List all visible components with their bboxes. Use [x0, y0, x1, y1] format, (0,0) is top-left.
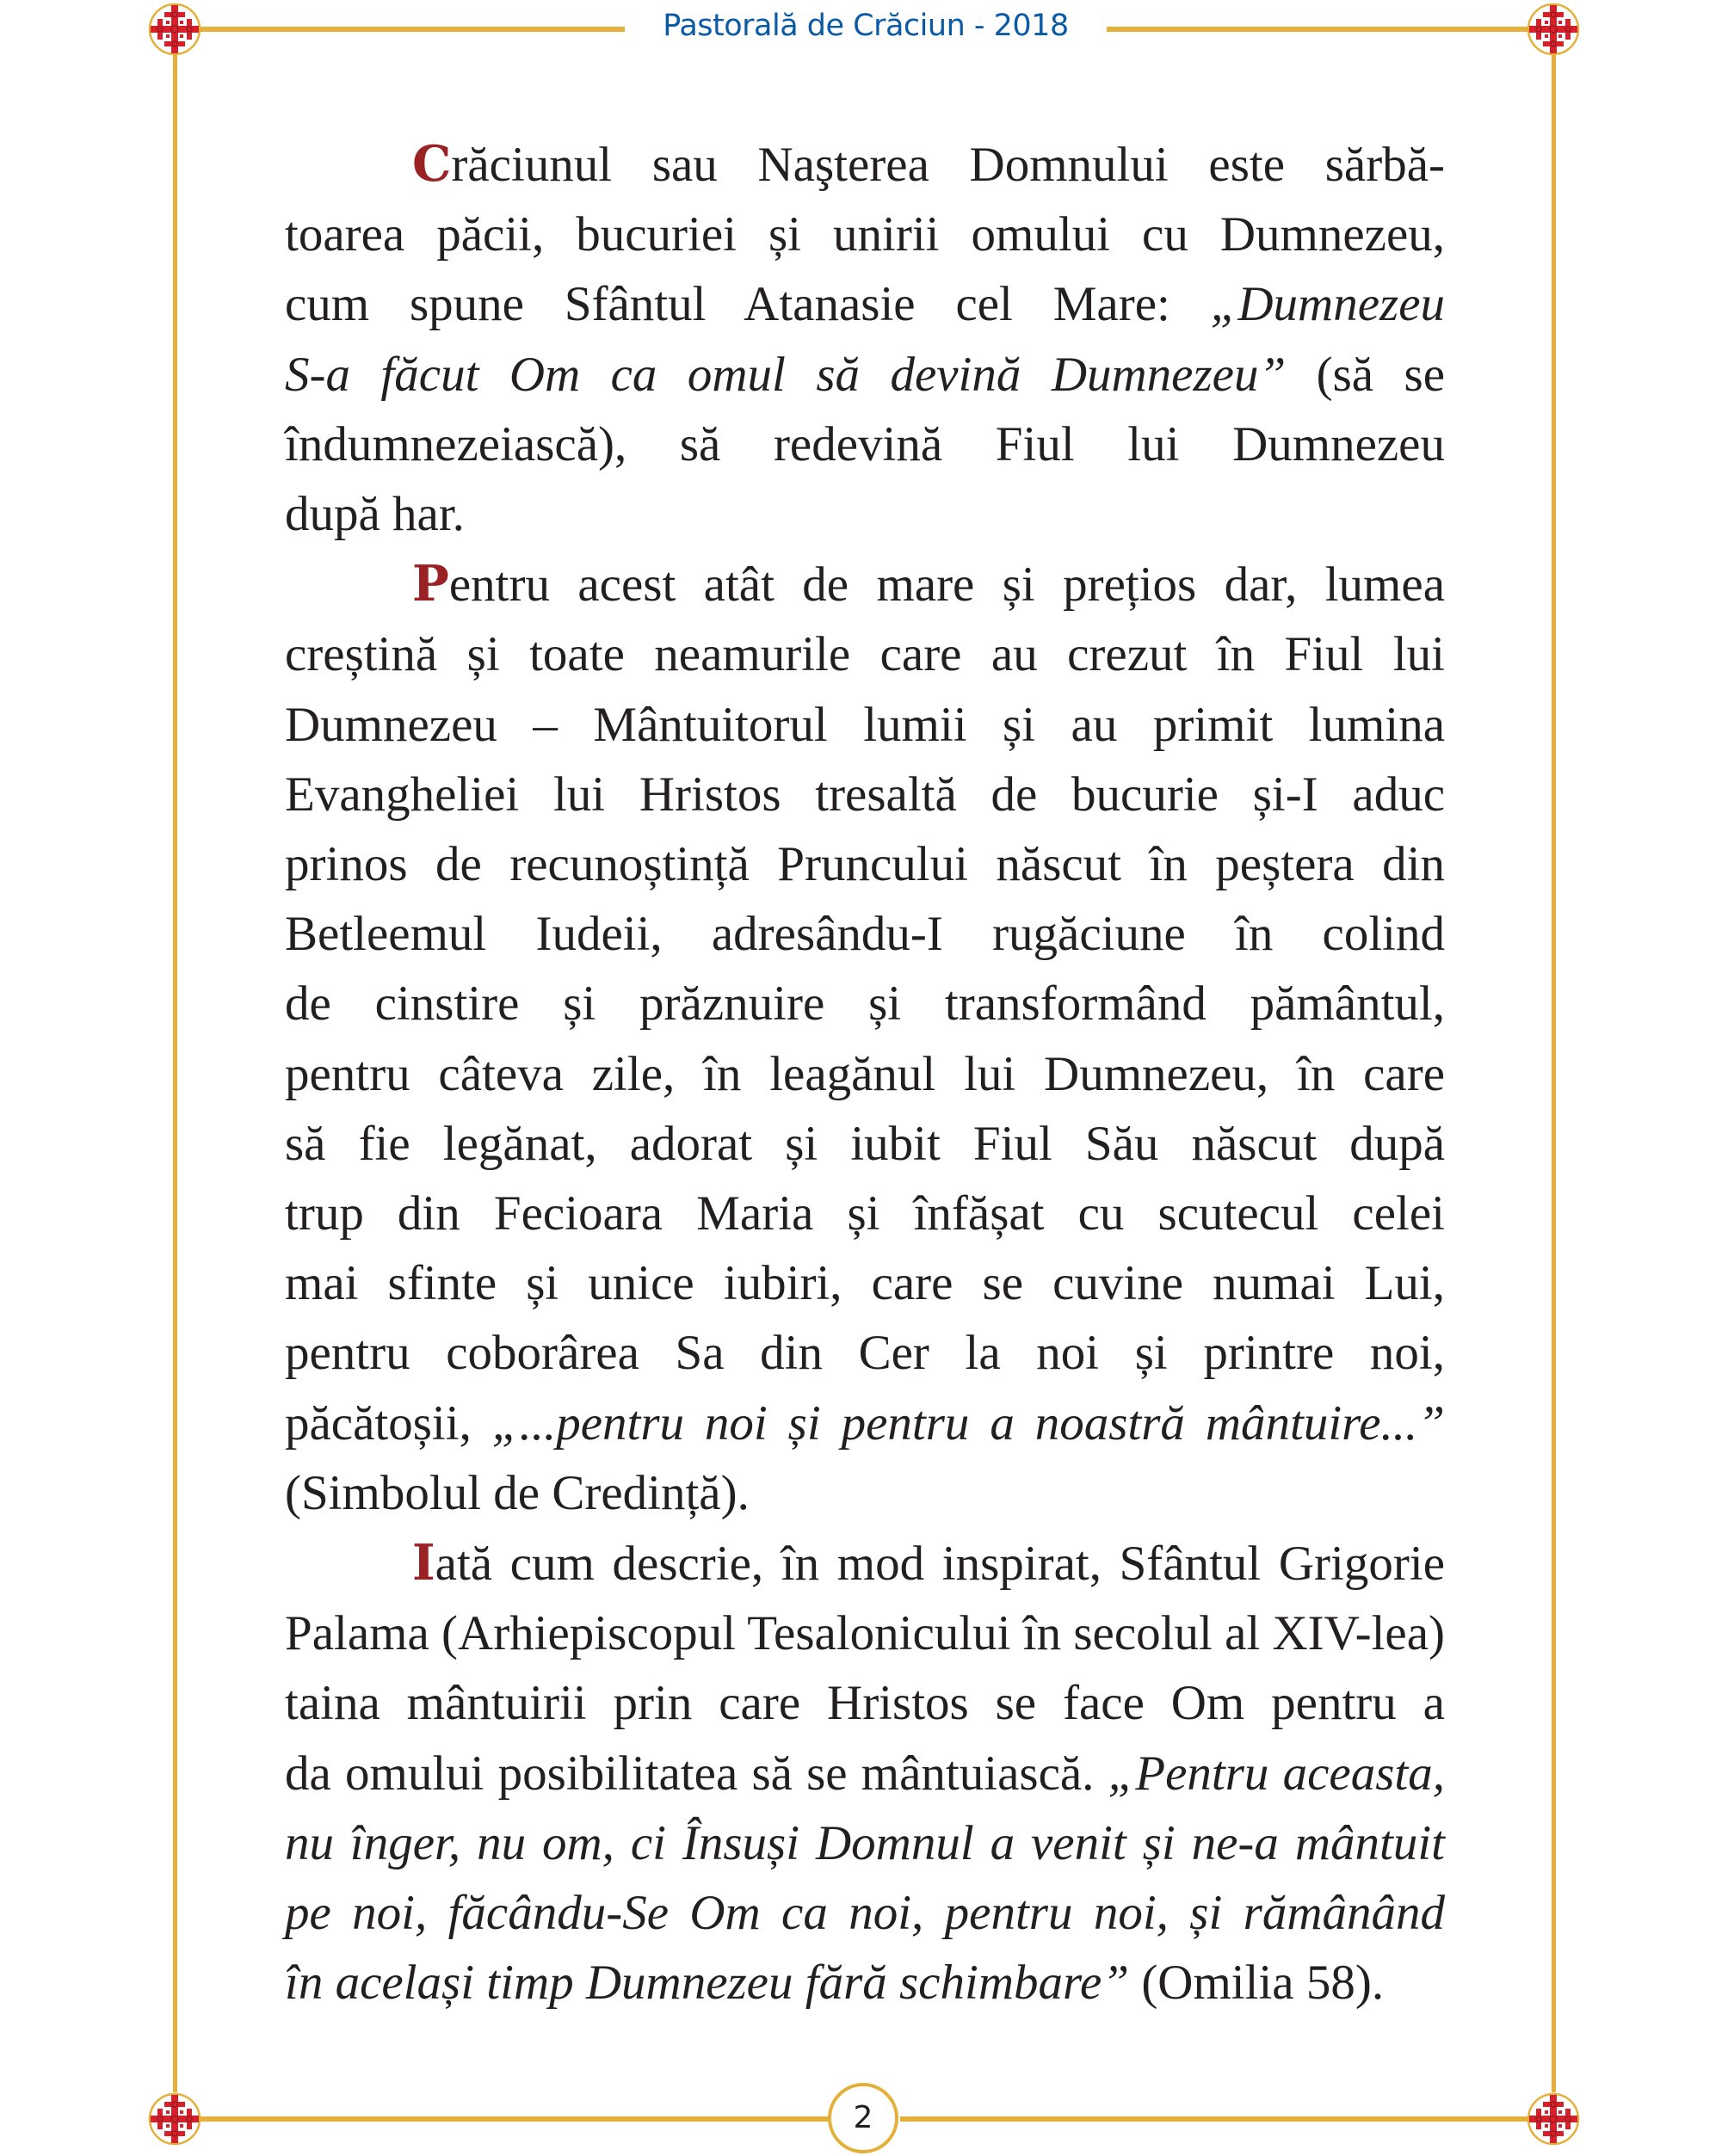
- text-line: [285, 690, 1445, 760]
- text-line: [285, 760, 1445, 829]
- text-run: Evangheliei lui Hristos tresaltă de bucurie și-I aduc: [285, 767, 1445, 822]
- text-run: (Simbolul de Credință).: [285, 1465, 750, 1520]
- text-line: [285, 410, 1445, 479]
- drop-cap: I: [412, 1534, 435, 1592]
- text-line: [285, 1179, 1445, 1248]
- text-line: [285, 479, 1445, 549]
- jerusalem-cross-icon: [148, 2092, 201, 2146]
- header-rule-left: [200, 27, 625, 32]
- footer-rule-right: [900, 2116, 1528, 2122]
- text-line: [285, 1599, 1445, 1668]
- body-text: [285, 129, 1445, 2017]
- jerusalem-cross-icon: [1527, 2092, 1580, 2146]
- text-run: ată cum descrie, în mod inspirat, Sfântul Grigorie: [435, 1537, 1445, 1592]
- text-line: [285, 829, 1445, 899]
- paragraph: [285, 549, 1445, 1528]
- text-line: [285, 899, 1445, 969]
- frame-border-left: [173, 53, 177, 2092]
- text-run: trup din Fecioara Maria și înfășat cu scutecul celei: [285, 1186, 1445, 1241]
- text-run: Betleemul Iudeii, adresându-I rugăciune în colind: [285, 907, 1445, 962]
- text-line: [285, 200, 1445, 269]
- text-run: prinos de recunoștință Pruncului născut în peștera din: [285, 837, 1445, 892]
- italic-quote: „Dumnezeu: [1210, 277, 1445, 332]
- text-line: [285, 1039, 1445, 1109]
- text-line: [285, 1668, 1445, 1738]
- text-run: (Omilia 58).: [1129, 1956, 1385, 2011]
- italic-quote: „...pentru noi și pentru a noastră mântuire...”: [491, 1395, 1445, 1451]
- text-run: pentru coborârea Sa din Cer la noi și printre noi,: [285, 1326, 1445, 1381]
- drop-cap: P: [412, 555, 449, 613]
- text-line: [285, 1878, 1445, 1948]
- jerusalem-cross-icon: [1527, 3, 1580, 56]
- text-line: [285, 1739, 1445, 1808]
- text-run: da omului posibilitatea să se mântuiască.: [285, 1746, 1108, 1801]
- text-run: toarea păcii, bucuriei și unirii omului cu Dumnezeu,: [285, 207, 1445, 262]
- text-run: cum spune Sfântul Atanasie cel Mare:: [285, 277, 1211, 332]
- text-run: Dumnezeu – Mântuitorul lumii și au primit lumina: [285, 697, 1445, 752]
- text-line: [285, 619, 1445, 689]
- paragraph: [285, 1528, 1445, 2017]
- footer-rule-left: [200, 2116, 828, 2122]
- text-run: îndumnezeiască), să redevină Fiul lui Dumnezeu: [285, 416, 1445, 471]
- text-run: mai sfinte și unice iubiri, care se cuvine numai Lui,: [285, 1256, 1445, 1311]
- text-run: creștină și toate neamurile care au crezut în Fiul lui: [285, 627, 1445, 682]
- text-line: [285, 340, 1445, 410]
- text-run: răciunul sau Naşterea Domnului este sărbă-: [451, 138, 1445, 192]
- text-line: [285, 969, 1445, 1038]
- page-number: 2: [828, 2083, 898, 2153]
- text-run: (să se: [1286, 347, 1445, 402]
- text-line: [285, 129, 1445, 200]
- italic-quote: nu înger, nu om, ci Însuși Domnul a venit și ne-a mântuit: [285, 1815, 1445, 1870]
- text-line: [285, 1948, 1445, 2017]
- text-line: [285, 1389, 1445, 1458]
- text-line: [285, 549, 1445, 619]
- frame-border-right: [1552, 53, 1556, 2092]
- italic-quote: S-a făcut Om ca omul să devină Dumnezeu”: [285, 347, 1287, 402]
- text-run: pentru câteva zile, în leagănul lui Dumnezeu, în care: [285, 1046, 1445, 1101]
- italic-quote: în același timp Dumnezeu fără schimbare”: [285, 1956, 1130, 2011]
- text-line: [285, 1248, 1445, 1318]
- text-run: păcătoșii,: [285, 1395, 492, 1451]
- italic-quote: „Pentru aceasta,: [1108, 1746, 1445, 1801]
- text-line: [285, 1109, 1445, 1179]
- text-run: să fie legănat, adorat și iubit Fiul Său născut după: [285, 1116, 1445, 1171]
- drop-cap: C: [412, 135, 452, 193]
- italic-quote: pe noi, făcându-Se Om ca noi, pentru noi, și rămânând: [285, 1886, 1445, 1941]
- text-line: [285, 1528, 1445, 1599]
- text-run: după har.: [285, 487, 465, 542]
- header-rule-right: [1107, 27, 1528, 32]
- paragraph: [285, 129, 1445, 549]
- text-line: [285, 1808, 1445, 1878]
- text-run: entru acest atât de mare și prețios dar, lumea: [448, 557, 1445, 613]
- text-run: Palama (Arhiepiscopul Tesalonicului în secolul al XIV-lea): [285, 1606, 1445, 1661]
- text-run: taina mântuirii prin care Hristos se face Om pentru a: [285, 1676, 1445, 1731]
- text-line: [285, 1318, 1445, 1388]
- text-line: [285, 1458, 1445, 1528]
- running-header-title: Pastorală de Crăciun - 2018: [663, 9, 1069, 43]
- jerusalem-cross-icon: [148, 3, 201, 56]
- text-line: [285, 269, 1445, 339]
- text-run: de cinstire și prăznuire și transformând pământul,: [285, 976, 1445, 1032]
